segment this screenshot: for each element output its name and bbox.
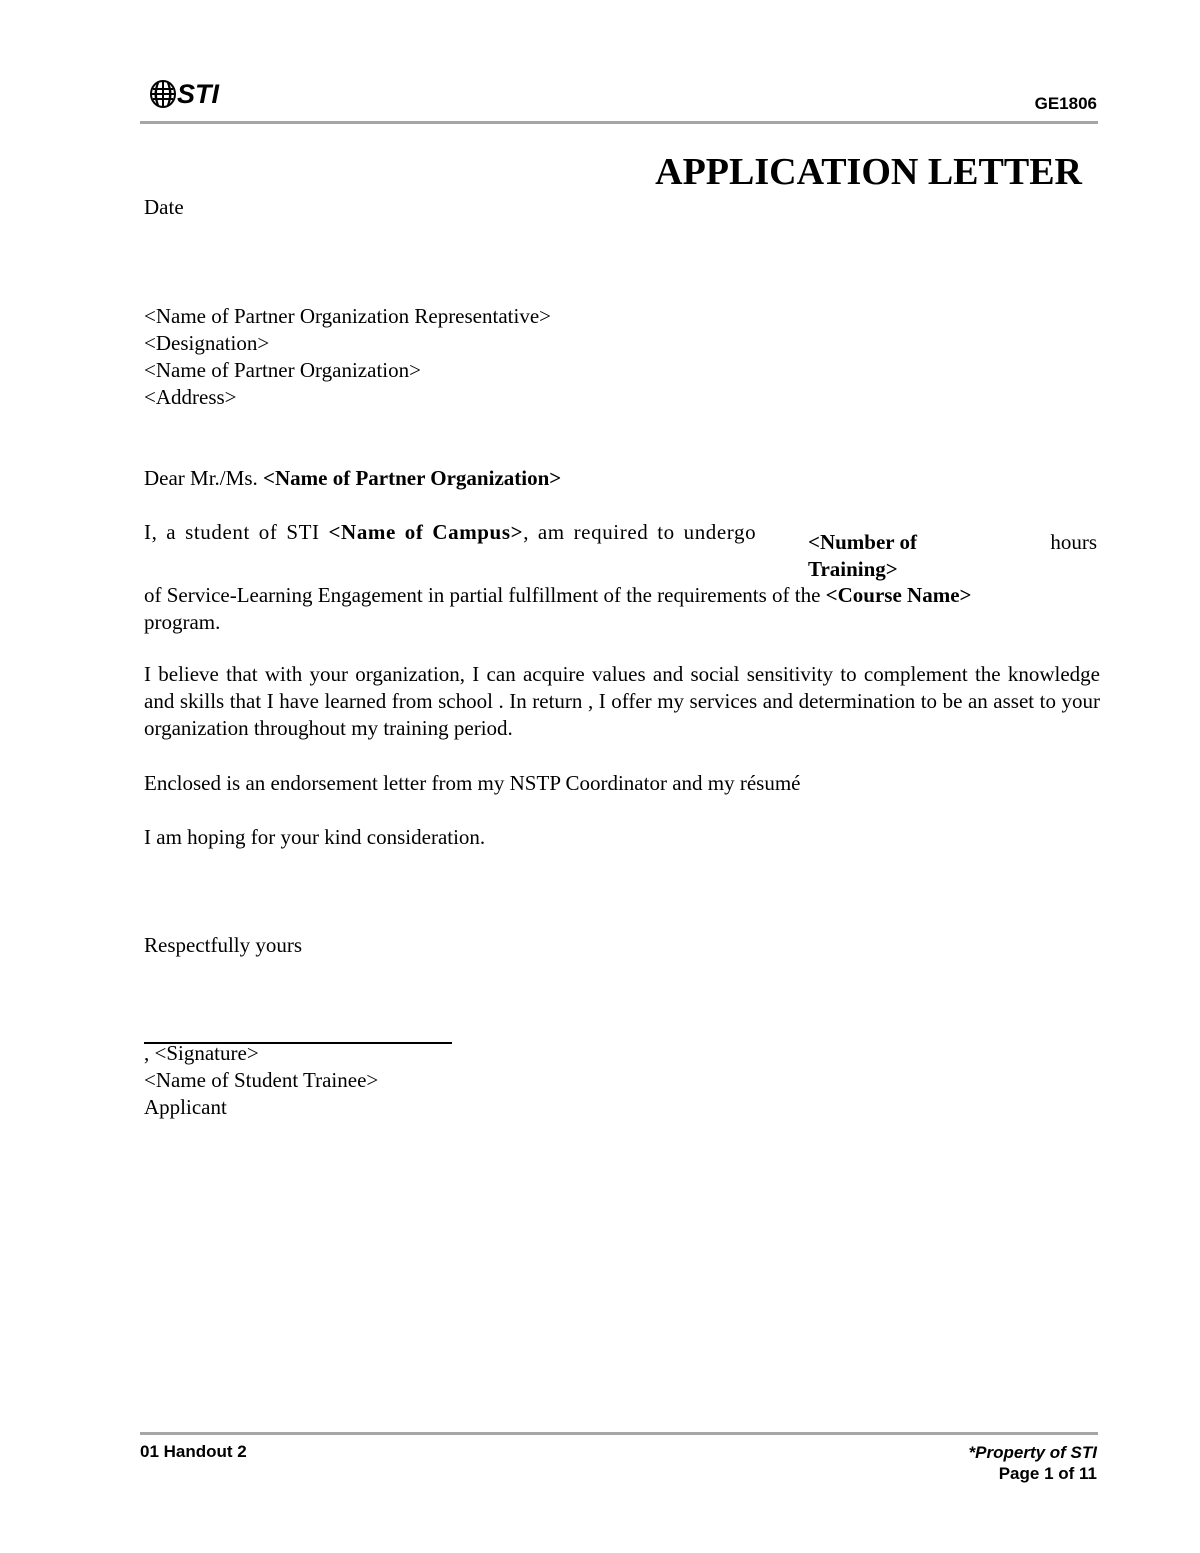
recipient-address: <Address> — [144, 385, 237, 409]
logo-text: STI — [177, 78, 220, 109]
property-label: *Property of STI — [968, 1443, 1097, 1462]
signature-block — [144, 1040, 378, 1121]
salutation-name: <Name of Partner Organization> — [263, 466, 562, 490]
paragraph3: Enclosed is an endorsement letter from my NSTP Coordinator and my résumé — [144, 771, 801, 795]
paragraph1-part2: , am required to undergo — [523, 520, 757, 544]
student-name-label: <Name of Student Trainee> — [144, 1068, 379, 1092]
document-code: GE1806 — [1034, 94, 1097, 113]
recipient-block — [144, 303, 551, 411]
handout-label: 01 Handout 2 — [140, 1442, 247, 1461]
recipient-organization: <Name of Partner Organization> — [144, 358, 421, 382]
date-label: Date — [144, 195, 184, 219]
salutation-prefix: Dear Mr./Ms. — [144, 466, 263, 490]
recipient-designation: <Designation> — [144, 331, 270, 355]
page-title: APPLICATION LETTER — [655, 151, 1082, 193]
hours-word: hours — [1050, 530, 1097, 554]
hours-field-line1: <Number of — [808, 530, 917, 554]
paragraph1-part3: of Service-Learning Engagement in partial fulfillment of the requirements of the — [144, 583, 826, 607]
recipient-name: <Name of Partner Organization Representative> — [144, 304, 551, 328]
paragraph2: I believe that with your organization, I can acquire values and social sensitivity to complement the knowledge and skills that I have learned from school . In return , I offer my services and determination to be an asset to your organization throughout my training period. — [144, 662, 1100, 740]
paragraph1-continued — [144, 582, 1104, 636]
applicant-role: Applicant — [144, 1095, 227, 1119]
closing: Respectfully yours — [144, 933, 303, 957]
footer-divider — [140, 1432, 1098, 1435]
globe-icon — [150, 79, 176, 109]
salutation — [144, 465, 561, 492]
hours-field-line2: Training> — [808, 557, 898, 581]
paragraph1-line1 — [144, 519, 756, 546]
signature-label: , <Signature> — [144, 1041, 259, 1065]
page-number: Page 1 of 11 — [998, 1464, 1097, 1483]
header-divider — [140, 121, 1098, 124]
campus-field: <Name of Campus> — [328, 520, 524, 544]
course-field: <Course Name> — [825, 583, 972, 607]
footer-right — [969, 1442, 1097, 1484]
hours-field — [808, 529, 917, 583]
paragraph1-part1: I, a student of STI — [144, 520, 329, 544]
paragraph1-part4: program. — [144, 610, 221, 634]
paragraph4: I am hoping for your kind consideration. — [144, 825, 486, 849]
sti-logo — [150, 74, 219, 114]
